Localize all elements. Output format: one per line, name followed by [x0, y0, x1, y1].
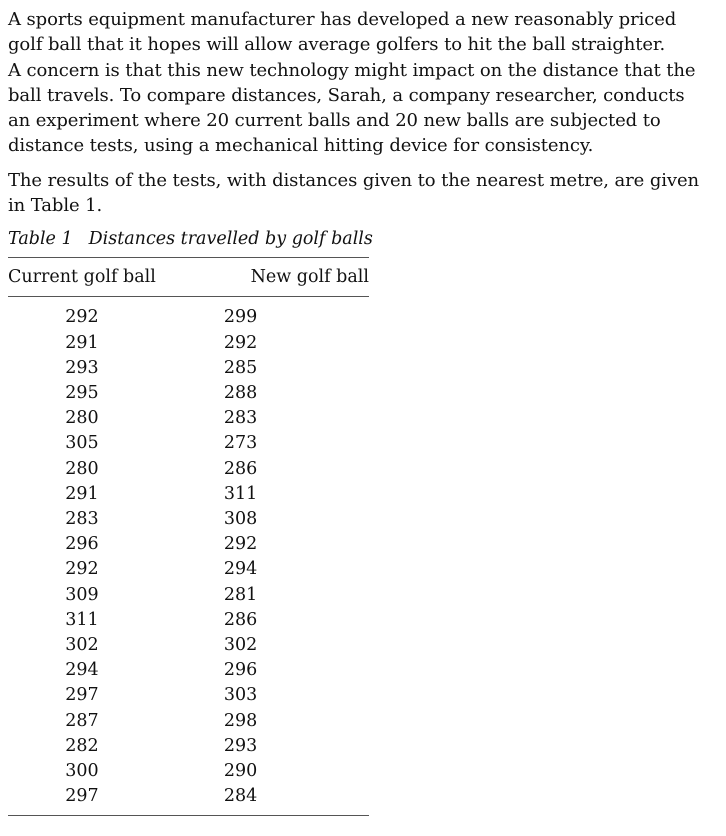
- distances-table: [8, 257, 369, 816]
- current-ball-distance: 295: [65, 382, 99, 403]
- results-line: in Table 1.: [8, 195, 103, 217]
- table-row: [8, 457, 369, 482]
- new-ball-distance: 292: [223, 534, 258, 555]
- table-row: [8, 658, 369, 683]
- current-ball-distance: 297: [65, 786, 99, 807]
- current-ball-distance: 296: [65, 534, 99, 555]
- new-ball-distance: 302: [223, 635, 258, 656]
- new-ball-distance: 292: [223, 332, 258, 353]
- current-ball-distance: 280: [65, 408, 99, 429]
- document: [8, 0, 720, 816]
- table-row: [8, 406, 369, 431]
- table-caption-label: Table 1: [8, 229, 73, 250]
- new-ball-distance: 286: [223, 458, 258, 479]
- new-ball-distance: 311: [223, 483, 258, 504]
- current-ball-distance: 294: [65, 660, 99, 681]
- table-row: [8, 331, 369, 356]
- new-ball-distance: 285: [223, 357, 258, 378]
- table-header-row: [8, 258, 369, 297]
- new-ball-distance: 293: [223, 735, 258, 756]
- current-ball-distance: 291: [65, 483, 99, 504]
- table-row: [8, 784, 369, 809]
- table-row: [8, 759, 369, 784]
- table-row: [8, 532, 369, 557]
- new-ball-distance: 298: [223, 710, 258, 731]
- new-ball-distance: 290: [223, 761, 258, 782]
- table-row: [8, 734, 369, 759]
- table-row: [8, 356, 369, 381]
- current-ball-distance: 311: [65, 609, 99, 630]
- results-paragraph: [8, 168, 720, 219]
- current-ball-distance: 280: [65, 458, 99, 479]
- new-ball-distance: 296: [223, 660, 258, 681]
- table-row: [8, 431, 369, 456]
- results-line: The results of the tests, with distances given to the nearest metre, are given: [8, 169, 700, 191]
- intro-paragraph: [8, 7, 720, 159]
- table-row: [8, 583, 369, 608]
- intro-line: an experiment where 20 current balls and 20 new balls are subjected to: [8, 110, 661, 132]
- intro-line: distance tests, using a mechanical hitting device for consistency.: [8, 135, 594, 157]
- table-row: [8, 683, 369, 708]
- table-caption-title: Distances travelled by golf balls: [88, 229, 373, 250]
- new-ball-distance: 281: [223, 584, 258, 605]
- table-row: [8, 482, 369, 507]
- table-row: [8, 305, 369, 330]
- current-ball-distance: 297: [65, 685, 99, 706]
- new-ball-distance: 303: [223, 685, 258, 706]
- new-ball-distance: 299: [223, 307, 258, 328]
- column-header-new: New golf ball: [156, 258, 369, 297]
- table-row: [8, 557, 369, 582]
- table-caption: [8, 227, 720, 251]
- new-ball-distance: 284: [223, 786, 258, 807]
- column-header-current: Current golf ball: [8, 258, 156, 297]
- current-ball-distance: 292: [65, 559, 99, 580]
- current-ball-distance: 302: [65, 635, 99, 656]
- intro-line: A concern is that this new technology might impact on the distance that the: [8, 59, 696, 81]
- table-row: [8, 633, 369, 658]
- intro-line: A sports equipment manufacturer has developed a new reasonably priced: [8, 9, 677, 30]
- current-ball-distance: 305: [65, 433, 99, 454]
- current-ball-distance: 292: [65, 307, 99, 328]
- current-ball-distance: 287: [65, 710, 99, 731]
- new-ball-distance: 286: [223, 609, 258, 630]
- table-body: [8, 297, 369, 816]
- table-row: [8, 507, 369, 532]
- current-ball-distance: 293: [65, 357, 99, 378]
- intro-line: golf ball that it hopes will allow average golfers to hit the ball straighter.: [8, 34, 666, 56]
- new-ball-distance: 283: [223, 408, 258, 429]
- intro-line: ball travels. To compare distances, Sarah, a company researcher, conducts: [8, 84, 685, 106]
- table-row: [8, 608, 369, 633]
- new-ball-distance: 288: [223, 382, 258, 403]
- table-row: [8, 709, 369, 734]
- table-row: [8, 381, 369, 406]
- current-ball-distance: 300: [65, 761, 99, 782]
- new-ball-distance: 308: [223, 509, 258, 529]
- new-ball-distance: 294: [223, 559, 258, 580]
- new-ball-distance: 273: [223, 433, 258, 454]
- current-ball-distance: 282: [65, 735, 99, 756]
- current-ball-distance: 291: [65, 332, 99, 353]
- current-ball-distance: 309: [65, 584, 99, 605]
- current-ball-distance: 283: [65, 509, 99, 529]
